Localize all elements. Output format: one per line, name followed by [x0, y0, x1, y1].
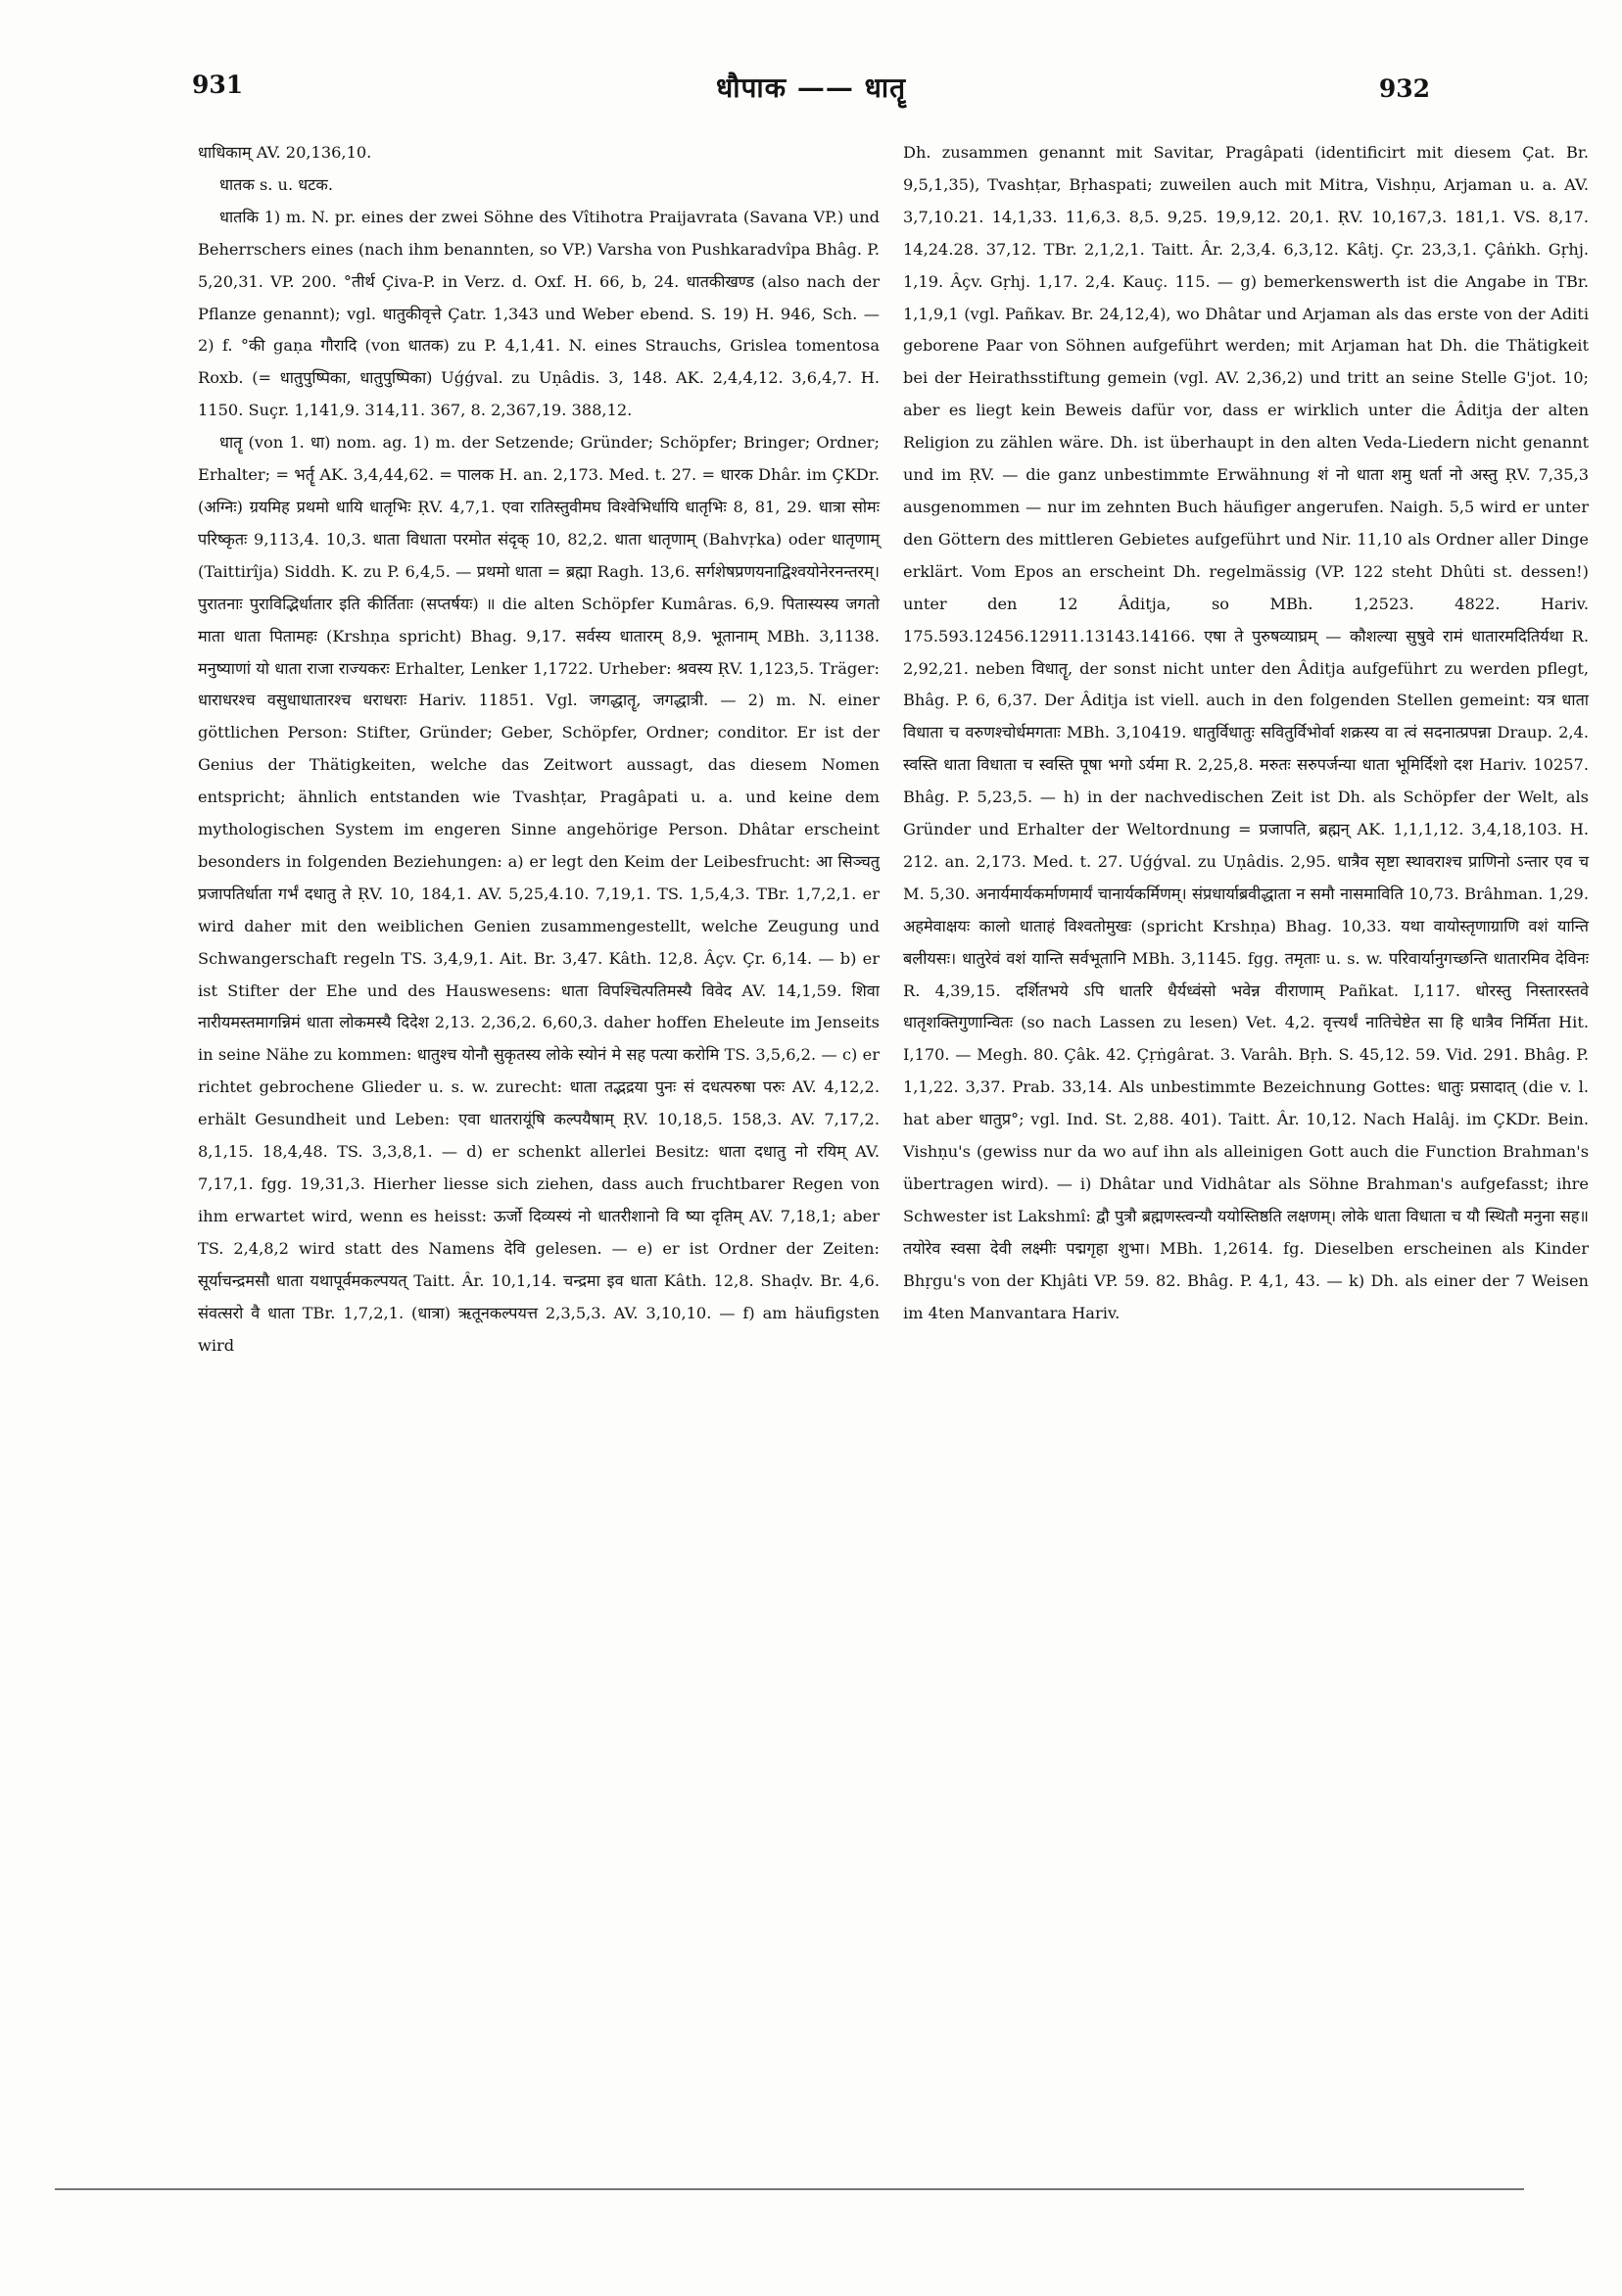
left-column [198, 137, 880, 1362]
page-number-left: 931 [192, 71, 244, 99]
running-title: धौपाक —— धातॄ [715, 72, 907, 104]
right-column-paragraph: Dh. zusammen genannt mit Savitar, Pragâpati (identificirt mit diesem Çat. Br. 9,5,1,35), Tvashṭar, Bṛhaspati; zuweilen auch mit Mitra, Vishṇu, Arjaman u. a. AV. 3,7,10.21. 14,1,33. 11,6,3. 8,5. 9,25. 19,9,12. 20,1. ṚV. 10,167,3. 181,1. VS. 8,17. 14,24.28. 37,12. TBr. 2,1,2,1. Taitt. Âr. 2,3,4. 6,3,12. Kâtj. Çr. 23,3,1. Çâṅkh. Gṛhj. 1,19. Âçv. Gṛhj. 1,17. 2,4. Kauç. 115. — g) bemerkenswerth ist die Angabe in TBr. 1,1,9,1 (vgl. Pañkav. Br. 24,12,4), wo Dhâtar und Arjaman als das erste von der Aditi geborene Paar von Söhnen aufgeführt werden; mit Arjaman hat Dh. die Thätigkeit bei der Heirathsstiftung gemein (vgl. AV. 2,36,2) und tritt an seine Stelle G'jot. 10; aber es liegt kein Beweis dafür vor, dass er wirklich unter die Âditja der alten Religion zu zählen wäre. Dh. ist überhaupt in den alten Veda-Liedern nicht genannt und im ṚV. — die ganz unbestimmte Erwähnung शं नो धाता शमु धर्ता नो अस्तु ṚV. 7,35,3 ausgenommen — nur im zehnten Buch häufiger angerufen. Naigh. 5,5 wird er unter den Göttern des mittleren Gebietes aufgeführt und Nir. 11,10 als Ordner aller Dinge erklärt. Vom Epos an erscheint Dh. regelmässig (VP. 122 steht Dhûti st. dessen!) unter den 12 Âditja, so MBh. 1,2523. 4822. Hariv. 175.593.12456.12911.13143.14166. एषा ते पुरुषव्याघ्रम् — कौशल्या सुषुवे रामं धातारमदितिर्यथा R. 2,92,21. neben विधातॄ, der sonst nicht unter den Âditja aufgeführt zu werden pflegt, Bhâg. P. 6, 6,37. Der Âditja ist viell. auch in den folgenden Stellen gemeint: यत्र धाता विधाता च वरुणश्चोर्धमगताः MBh. 3,10419. धातुर्विधातुः सवितुर्विभोर्वा शक्रस्य वा त्वं सदनात्प्रपन्ना Draup. 2,4. स्वस्ति धाता विधाता च स्वस्ति पूषा भगो ऽर्यमा R. 2,25,8. मरुतः सरुपर्जन्या धाता भूमिर्दिशो दश Hariv. 10257. Bhâg. P. 5,23,5. — h) in der nachvedischen Zeit ist Dh. als Schöpfer der Welt, als Gründer und Erhalter der Weltordnung = प्रजापति, ब्रह्मन् AK. 1,1,1,12. 3,4,18,103. H. 212. an. 2,173. Med. t. 27. Uǵǵval. zu Uṇâdis. 2,95. धात्रैव सृष्टा स्थावराश्च प्राणिनो ऽन्तार एव च M. 5,30. अनार्यमार्यकर्माणमार्यं चानार्यकर्मिणम्। संप्रधार्याब्रवीद्धाता न समौ नासमाविति 10,73. Brâhman. 1,29. अहमेवाक्षयः कालो धाताहं विश्वतोमुखः (spricht Krshṇa) Bhag. 10,33. यथा वायोस्तृणाग्राणि वशं यान्ति बलीयसः। धातुरेवं वशं यान्ति सर्वभूतानि MBh. 3,1145. fgg. तमृताः u. s. w. परिवार्यानुगच्छन्ति धातारमिव देविनः R. 4,39,15. दर्शितभये ऽपि धातरि धैर्यध्वंसो भवेन्न वीराणाम् Pañkat. I,117. धोरस्तु निस्तारस्तवे धातृशक्तिगुणान्वितः (so nach Lassen zu lesen) Vet. 4,2. वृत्त्यर्थं नातिचेष्टेत सा हि धात्रैव निर्मिता Hit. I,170. — Megh. 80. Çâk. 42. Çṛṅgârat. 3. Varâh. Bṛh. S. 45,12. 59. Vid. 291. Bhâg. P. 1,1,22. 3,37. Prab. 33,14. Als unbestimmte Bezeichnung Gottes: धातुः प्रसादात् (die v. l. hat aber धातुप्र°; vgl. Ind. St. 2,88. 401). Taitt. Âr. 10,12. Nach Halâj. im ÇKDr. Bein. Vishṇu's (gewiss nur da wo auf ihn als alleinigen Gott auch die Function Brahman's übertragen wird). — i) Dhâtar und Vidhâtar als Söhne Brahman's aufgefasst; ihre Schwester ist Lakshmî: द्वौ पुत्रौ ब्रह्मणस्त्वन्यौ ययोस्तिष्ठति लक्षणम्। लोके धाता विधाता च यौ स्थितौ मनुना सह॥ तयोरेव स्वसा देवी लक्ष्मीः पद्मगृहा शुभा। MBh. 1,2614. fg. Dieselben erscheinen als Kinder Bhṛgu's von der Khjâti VP. 59. 82. Bhâg. P. 4,1, 43. — k) Dh. als einer der 7 Weisen im 4ten Manvantara Hariv. [903, 143, 1589, 1322]
right-column [903, 137, 1589, 1330]
left-column-paragraph: धाधिकाम् AV. 20,136,10. [198, 143, 372, 162]
left-column-paragraph: धातक s. u. धटक. [219, 174, 333, 194]
page-number-right: 932 [1378, 74, 1430, 103]
left-column-paragraph: धातॄ (von 1. धा) nom. ag. 1) m. der Setzende; Gründer; Schöpfer; Bringer; Ordner; Erhalter; = भर्तॄ AK. 3,4,44,62. = पालक H. an. 2,173. Med. t. 27. = धारक Dhâr. im ÇKDr. (अग्निः) ग्रयमिह प्रथमो धायि धातृभिः ṚV. 4,7,1. एवा रातिस्तुवीमघ विश्वेभिर्धायि धातृभिः 8, 81, 29. धात्रा सोमः परिष्कृतः 9,113,4. 10,3. धाता विधाता परमोत संदृक् 10, 82,2. धाता धातृणाम् (Bahvṛka) oder धातृणाम् (Taittirîja) Siddh. K. zu P. 6,4,5. — प्रथमो धाता = ब्रह्मा Ragh. 13,6. सर्गशेषप्रणयनाद्विश्वयोनेरनन्तरम्। पुरातनाः पुराविद्भिर्धातार इति कीर्तिताः (सप्तर्षयः) ॥ die alten Schöpfer Kumâras. 6,9. पितास्यस्य जगतो माता धाता पितामहः (Krshṇa spricht) Bhag. 9,17. सर्वस्य धातारम् 8,9. भूतानाम् MBh. 3,1138. मनुष्याणां यो धाता राजा राज्यकरः Erhalter, Lenker 1,1722. Urheber: श्रवस्य ṚV. 1,123,5. Träger: धाराधरश्च वसुधाधातारश्च धराधराः Hariv. 11851. Vgl. जगद्धातॄ, जगद्धात्री. — 2) m. N. einer göttlichen Person: Stifter, Gründer; Geber, Schöpfer, Ordner; conditor. Er ist der Genius der Thätigkeiten, welche das Zeitwort aussagt, das diesem Nomen entspricht; ähnlich entstanden wie Tvashṭar, Pragâpati u. a. und keine dem mythologischen System im engeren Sinne angehörige Person. Dhâtar erscheint besonders in folgenden Beziehungen: a) er legt den Keim der Leibesfrucht: आ सिञ्चतु प्रजापतिर्धाता गर्भं दधातु ते ṚV. 10, 184,1. AV. 5,25,4.10. 7,19,1. TS. 1,5,4,3. TBr. 1,7,2,1. er wird daher mit den weiblichen Genien zusammengestellt, welche Zeugung und Schwangerschaft regeln TS. 3,4,9,1. Ait. Br. 3,47. Kâth. 12,8. Âçv. Çr. 6,14. — b) er ist Stifter der Ehe und des Hauswesens: धाता विपश्चित्पतिमस्यै विवेद AV. 14,1,59. शिवा नारीयमस्तमागन्निमं धाता लोकमस्यै दिदेश 2,13. 2,36,2. 6,60,3. daher hoffen Eheleute im Jenseits in seine Nähe zu kommen: धातुश्च योनौ सुकृतस्य लोके स्योनं मे सह पत्या करोमि TS. 3,5,6,2. — c) er richtet gebrochene Glieder u. s. w. zurecht: धाता तद्भद्रया पुनः सं दधत्परुषा परुः AV. 4,12,2. erhält Gesundheit und Leben: एवा धातरायूंषि कल्पयैषाम् ṚV. 10,18,5. 158,3. AV. 7,17,2. 8,1,15. 18,4,48. TS. 3,3,8,1. — d) er schenkt allerlei Besitz: धाता दधातु नो रयिम् AV. 7,17,1. fgg. 19,31,3. Hierher liesse sich ziehen, dass auch fruchtbarer Regen von ihm erwartet wird, wenn es heisst: ऊर्जो दिव्यस्यं नो धातरीशानो वि ष्या दृतिम् AV. 7,18,1; aber TS. 2,4,8,2 wird statt des Namens देवि gelesen. — e) er ist Ordner der Zeiten: सूर्याचन्द्रमसौ धाता यथापूर्वमकल्पयत् Taitt. Âr. 10,1,14. चन्द्रमा इव धाता Kâth. 12,8. Shaḍv. Br. 4,6. संवत्सरो वै धाता TBr. 1,7,2,1. (धात्रा) ऋतूनकल्पयत्त 2,3,5,3. AV. 3,10,10. — f) am häufigsten wird [198, 433, 880, 1355]
left-column-paragraph: धातकि 1) m. N. pr. eines der zwei Söhne des Vîtihotra Praijavrata (Savana VP.) und Beherrschers eines (nach ihm benannten, so VP.) Varsha von Pushkaradvîpa Bhâg. P. 5,20,31. VP. 200. °तीर्थ Çiva-P. in Verz. d. Oxf. H. 66, b, 24. धातकीखण्ड (also nach der Pflanze genannt); vgl. धातुकीवृत्ते Çatr. 1,343 und Weber ebend. S. 19) H. 946, Sch. — 2) f. °की gaṇa गौरादि (von धातक) zu P. 4,1,41. N. eines Strauchs, Grislea tomentosa Roxb. (= धातुपुष्पिका, धातुपुष्पिका) Uǵǵval. zu Uṇâdis. 3, 148. AK. 2,4,4,12. 3,6,4,7. H. 1150. Suçr. 1,141,9. 314,11. 367, 8. 2,367,19. 388,12. [198, 207, 880, 420]
bottom-rule [55, 2188, 1524, 2190]
page-header [0, 71, 1622, 129]
